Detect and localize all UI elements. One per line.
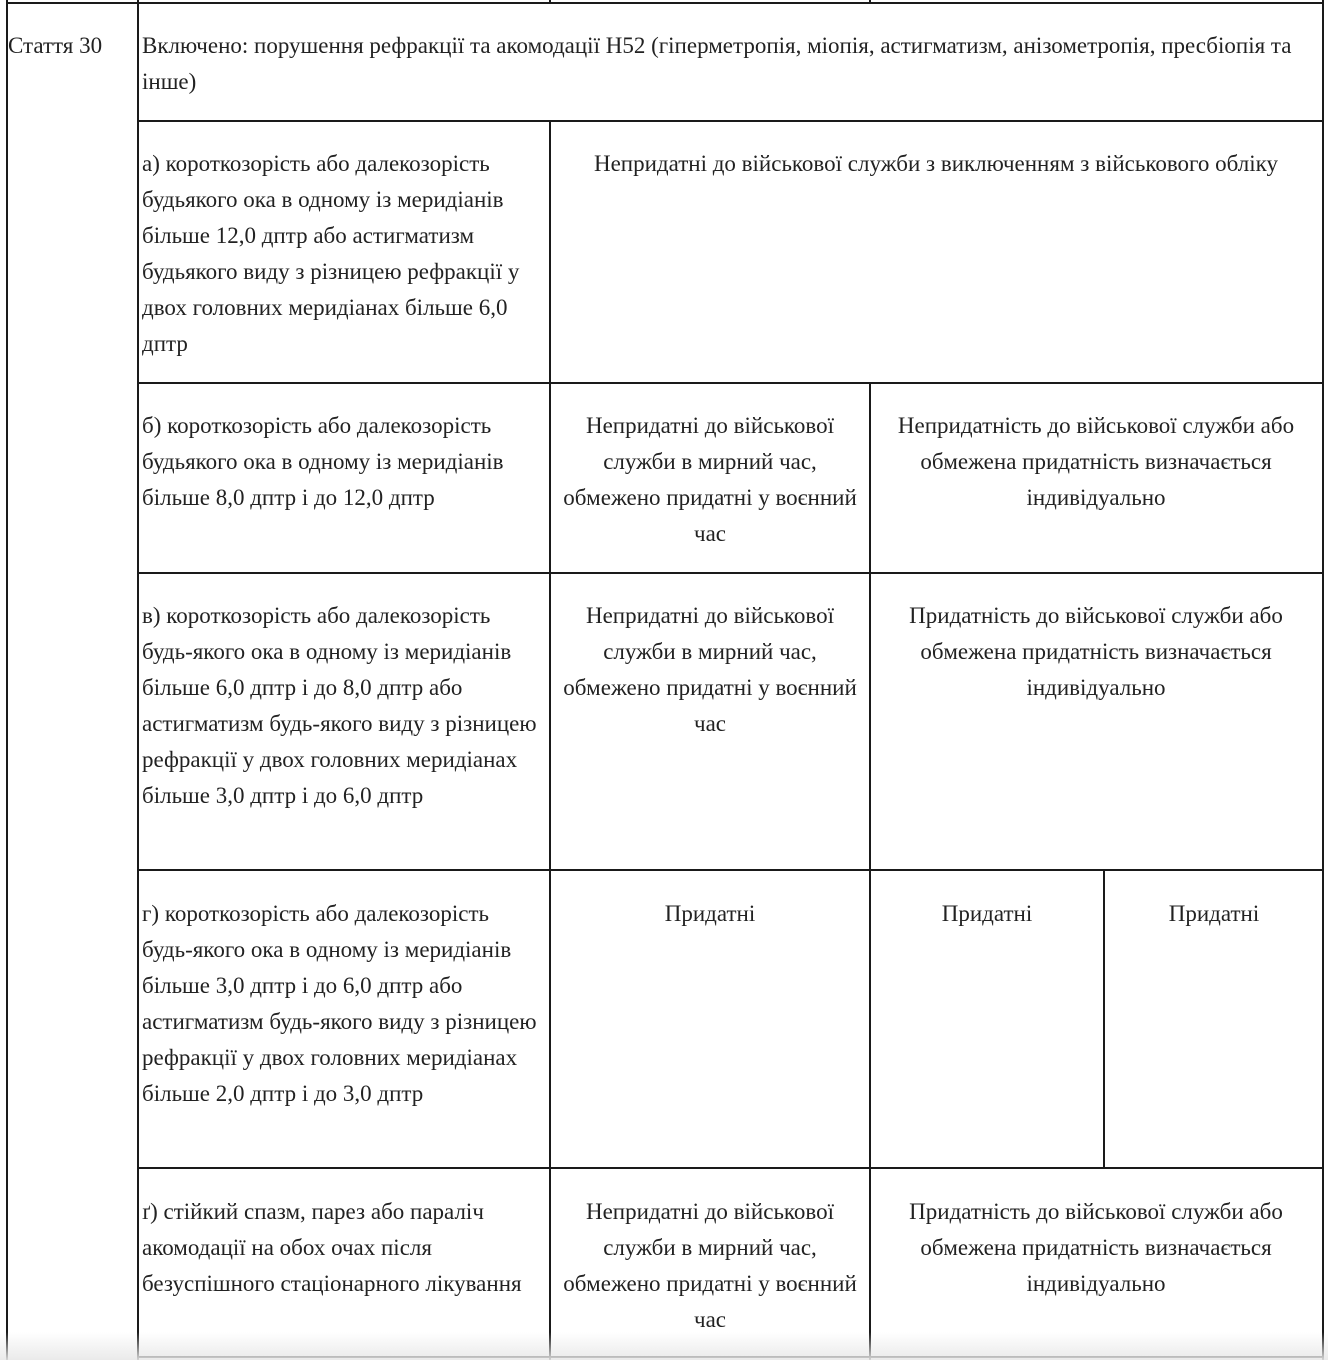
condition-cell-a: а) короткозорість або далекозорість будьякого ока в одному із меридіанів більше 12,0 дптр або астигматизм будьякого виду з різницею рефракції у двох головних меридіанах більше 6,0 дптр [142, 151, 520, 356]
condition-cell-g: г) короткозорість або далекозорість будь-якого ока в одному із меридіанів більше 3,0 дптр і до 6,0 дптр або астигматизм будь-якого виду з різницею рефракції у двох головних меридіанах більше 2,0 дптр і до 3,0 дптр [142, 901, 537, 1106]
column-divider [869, 382, 871, 1360]
verdict-cell-v-col3: Придатність до військової служби або обмежена придатність визначається індивідуально [909, 603, 1283, 700]
top-stub-divider-1 [549, 0, 551, 4]
top-stub-divider-2 [869, 0, 871, 4]
verdict-cell-g2-col2: Непридатні до військової служби в мирний час, обмежено придатні у воєнний час [563, 1199, 857, 1332]
verdict-cell-g-col3: Придатні [941, 901, 1033, 926]
verdict-cell-g2-col3: Придатність до військової служби або обмежена придатність визначається індивідуально [909, 1199, 1283, 1296]
verdict-cell-b-col2: Непридатні до військової служби в мирний час, обмежено придатні у воєнний час [563, 413, 857, 546]
row-divider [137, 1167, 1324, 1169]
article-column-divider [137, 0, 139, 1360]
article-label: Стаття 30 [8, 33, 103, 58]
condition-cell-g2: ґ) стійкий спазм, парез або параліч акомодації на обох очах після безуспішного стаціонарного лікування [142, 1199, 522, 1296]
row-divider [137, 1356, 1324, 1358]
column-divider [549, 120, 551, 1360]
verdict-cell-v-col2: Непридатні до військової служби в мирний час, обмежено придатні у воєнний час [563, 603, 857, 736]
row-divider [137, 572, 1324, 574]
table-border-left [6, 0, 8, 1360]
verdict-cell-a: Непридатні до військової служби з виключенням з військового обліку [593, 151, 1279, 176]
verdict-cell-g-col4: Придатні [1168, 901, 1260, 926]
verdict-cell-b-col3: Непридатність до військової служби або обмежена придатність визначається індивідуально [897, 413, 1295, 510]
row-divider [137, 869, 1324, 871]
row-divider [137, 120, 1324, 122]
row-divider [137, 382, 1324, 384]
condition-cell-b: б) короткозорість або далекозорість будьякого ока в одному із меридіанів більше 8,0 дптр і до 12,0 дптр [142, 413, 504, 510]
verdict-cell-g-col2: Придатні [664, 901, 756, 926]
condition-cell-v: в) короткозорість або далекозорість будь-якого ока в одному із меридіанів більше 6,0 дптр і до 8,0 дптр або астигматизм будь-якого виду з різницею рефракції у двох головних меридіанах більше 3,0 дптр і до 6,0 дптр [142, 603, 537, 808]
table-border-right [1322, 0, 1324, 1360]
table-border-top [6, 2, 1324, 4]
included-text: Включено: порушення рефракції та акомодації H52 (гіперметропія, міопія, астигматизм, анізометропія, пресбіопія та інше) [142, 33, 1292, 94]
column-divider [1103, 869, 1105, 1169]
